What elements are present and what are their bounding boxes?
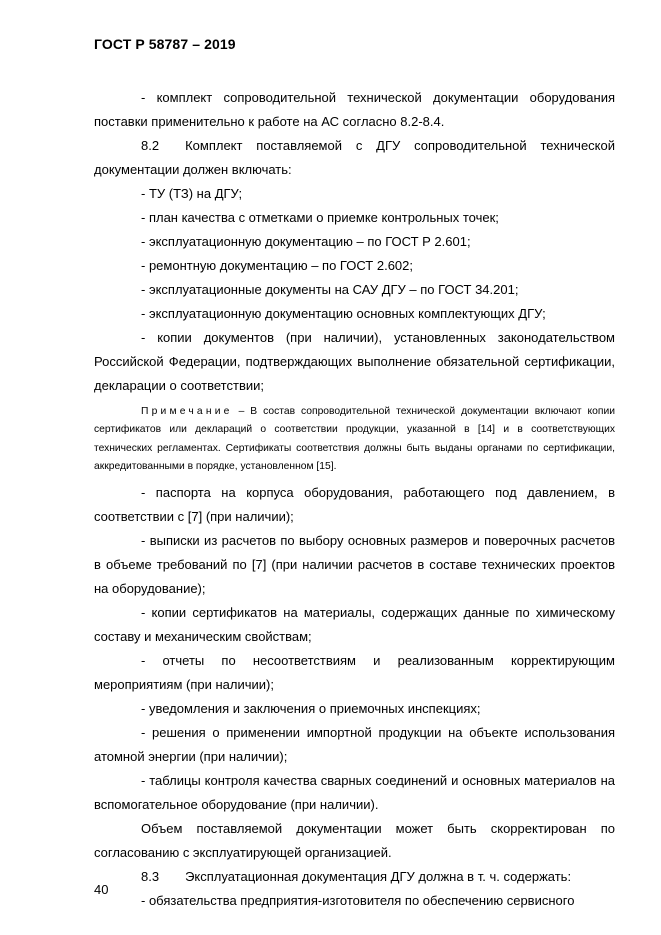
list-item-certification-copies: - копии документов (при наличии), установленных законодательством Российской Федерации, подтверждающих выполнение обязательной сертификации, декларации о соответствии; [94, 330, 615, 393]
list-item-import-decisions: - решения о применении импортной продукции на объекте использования атомной энергии (при наличии); [94, 724, 615, 764]
list-item-service-obligations: - обязательства предприятия-изготовителя по обеспечению сервисного [141, 892, 575, 908]
list-item-repair-docs: - ремонтную документацию – по ГОСТ 2.602; [141, 258, 413, 273]
note-text: – В состав сопроводительной технической документации включают копии сертификатов или деклараций о соответствии продукции, указанной в [14] и в соответствующих технических регламентах. Сертификаты соответствия должны быть выданы органами по сертификации, аккредитованными в порядке, установленном [15]. [94, 406, 615, 473]
list-item-sau-docs: - эксплуатационные документы на САУ ДГУ – по ГОСТ 34.201; [141, 282, 519, 297]
list-item-operational-docs: - эксплуатационную документацию – по ГОСТ Р 2.601; [141, 234, 471, 249]
list-item-quality-plan: - план качества с отметками о приемке контрольных точек; [141, 210, 499, 225]
list-item-pressure-passports: - паспорта на корпуса оборудования, работающего под давлением, в соответствии с [7] (при наличии); [94, 484, 615, 524]
list-item-nonconformity-reports: - отчеты по несоответствиям и реализованным корректирующим мероприятиям (при наличии); [94, 652, 615, 692]
clause-text: Комплект поставляемой с ДГУ сопроводительной технической документации должен включать: [94, 138, 615, 177]
list-item-material-certificates: - копии сертификатов на материалы, содержащих данные по химическому составу и механическим свойствам; [94, 604, 615, 644]
paragraph-scope-adjustment: Объем поставляемой документации может быть скорректирован по согласованию с эксплуатирующей организацией. [94, 820, 615, 860]
list-item-inspection-notices: - уведомления и заключения о приемочных инспекциях; [141, 700, 481, 716]
list-item-components-docs: - эксплуатационную документацию основных комплектующих ДГУ; [141, 306, 546, 321]
list-item-calculation-extracts: - выписки из расчетов по выбору основных размеров и поверочных расчетов в объеме требований по [7] (при наличии расчетов в составе технических проектов на оборудование); [94, 532, 615, 596]
clause-number: 8.3 [141, 868, 160, 884]
document-header: ГОСТ Р 58787 – 2019 [94, 36, 236, 52]
note [94, 403, 615, 477]
clause-8-3 [94, 865, 615, 889]
note-label: Примечание [141, 406, 233, 417]
paragraph-equipment-docs: - комплект сопроводительной технической документации оборудования поставки применительно к работе на АС согласно 8.2-8.4. [94, 90, 615, 129]
page-number: 40 [94, 882, 109, 897]
list-item-weld-control-tables: - таблицы контроля качества сварных соединений и основных материалов на вспомогательное оборудование (при наличии). [94, 772, 615, 812]
clause-number: 8.2 [141, 138, 160, 153]
clause-8-2 [94, 134, 615, 182]
document-body [94, 86, 615, 913]
list-item-tu: - ТУ (ТЗ) на ДГУ; [141, 186, 243, 201]
clause-text: Эксплуатационная документация ДГУ должна в т. ч. содержать: [185, 868, 572, 884]
